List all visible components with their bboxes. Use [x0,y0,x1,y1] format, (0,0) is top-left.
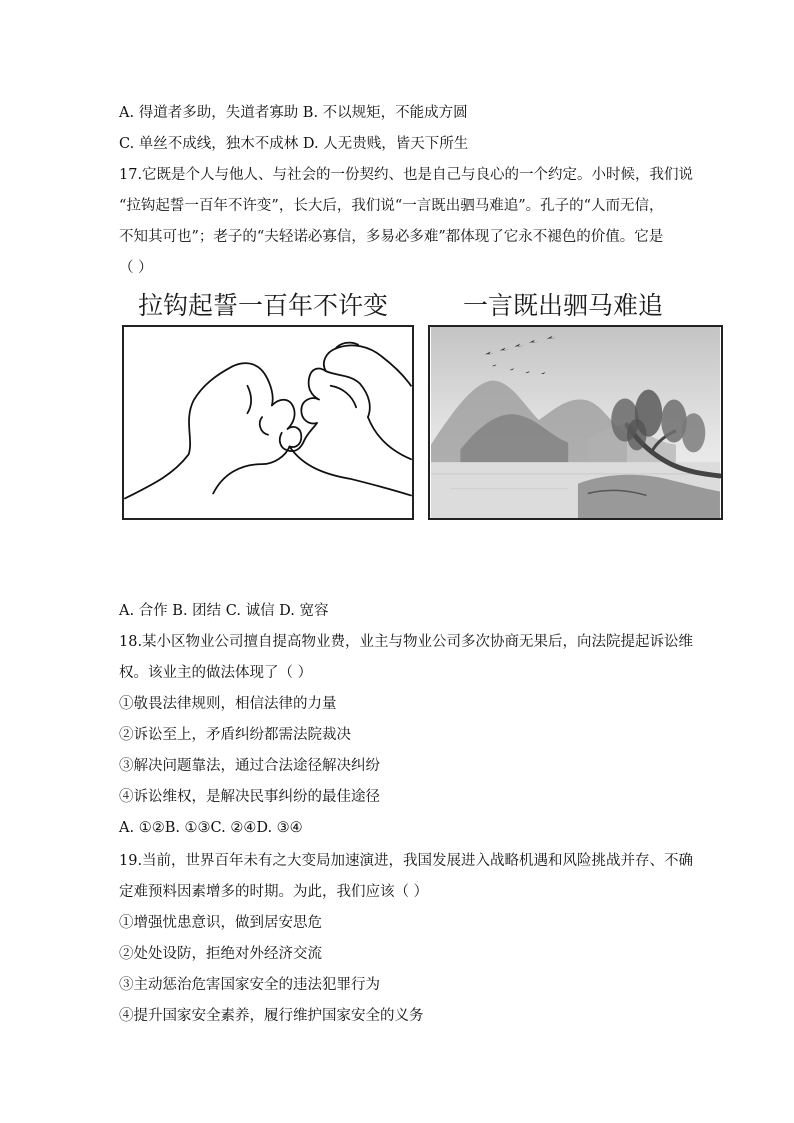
pinky-promise-icon [124,327,412,518]
q17-stem-line-1: 17.它既是个人与他人、与社会的一份契约、也是自己与良心的一个约定。小时候，我们说 [119,167,694,183]
pinky-promise-illustration [122,325,414,520]
q18-stem-line-2: 权。该业主的做法体现了（ ） [119,665,313,681]
q19-item-1: ①增强忧患意识，做到居安思危 [119,915,322,931]
q16-options-ab: A. 得道者多助，失道者寡助 B. 不以规矩，不能成方圆 [119,105,468,121]
q19-stem-line-2: 定难预料因素增多的时期。为此，我们应该（ ） [119,884,429,900]
ink-landscape-illustration [428,325,723,520]
q19-item-2: ②处处设防，拒绝对外经济交流 [119,946,322,962]
q18-item-4: ④诉讼维权，是解决民事纠纷的最佳途径 [119,789,380,805]
q17-options: A. 合作 B. 团结 C. 诚信 D. 宽容 [119,603,329,619]
q19-stem-line-1: 19.当前，世界百年未有之大变局加速演进，我国发展进入战略机遇和风险挑战并存、不确 [119,853,694,869]
landscape-painting-icon [430,327,721,518]
q18-item-2: ②诉讼至上，矛盾纠纷都需法院裁决 [119,727,351,743]
q17-stem-line-3: 不知其可也”；老子的“夫轻诺必寡信，多易必多难”都体现了它永不褪色的价值。它是 [119,229,664,245]
q18-stem-line-1: 18.某小区物业公司擅自提高物业费，业主与物业公司多次协商无果后，向法院提起诉讼维 [119,634,694,650]
q16-options-cd: C. 单丝不成线，独木不成林 D. 人无贵贱，皆天下所生 [119,136,469,152]
q18-options: A. ①②B. ①③C. ②④D. ③④ [119,820,303,836]
q18-item-1: ①敬畏法律规则，相信法律的力量 [119,696,337,712]
q17-stem-line-2: “拉钩起誓一百年不许变”，长大后，我们说“一言既出驷马难追”。孔子的“人而无信， [119,198,664,214]
q17-caption-right: 一言既出驷马难追 [463,291,664,320]
q17-stem-line-4: （ ） [119,260,153,276]
q17-caption-left: 拉钩起誓一百年不许变 [138,291,389,320]
q19-item-4: ④提升国家安全素养，履行维护国家安全的义务 [119,1008,424,1024]
q18-item-3: ③解决问题靠法，通过合法途径解决纠纷 [119,758,380,774]
q19-item-3: ③主动惩治危害国家安全的违法犯罪行为 [119,977,380,993]
